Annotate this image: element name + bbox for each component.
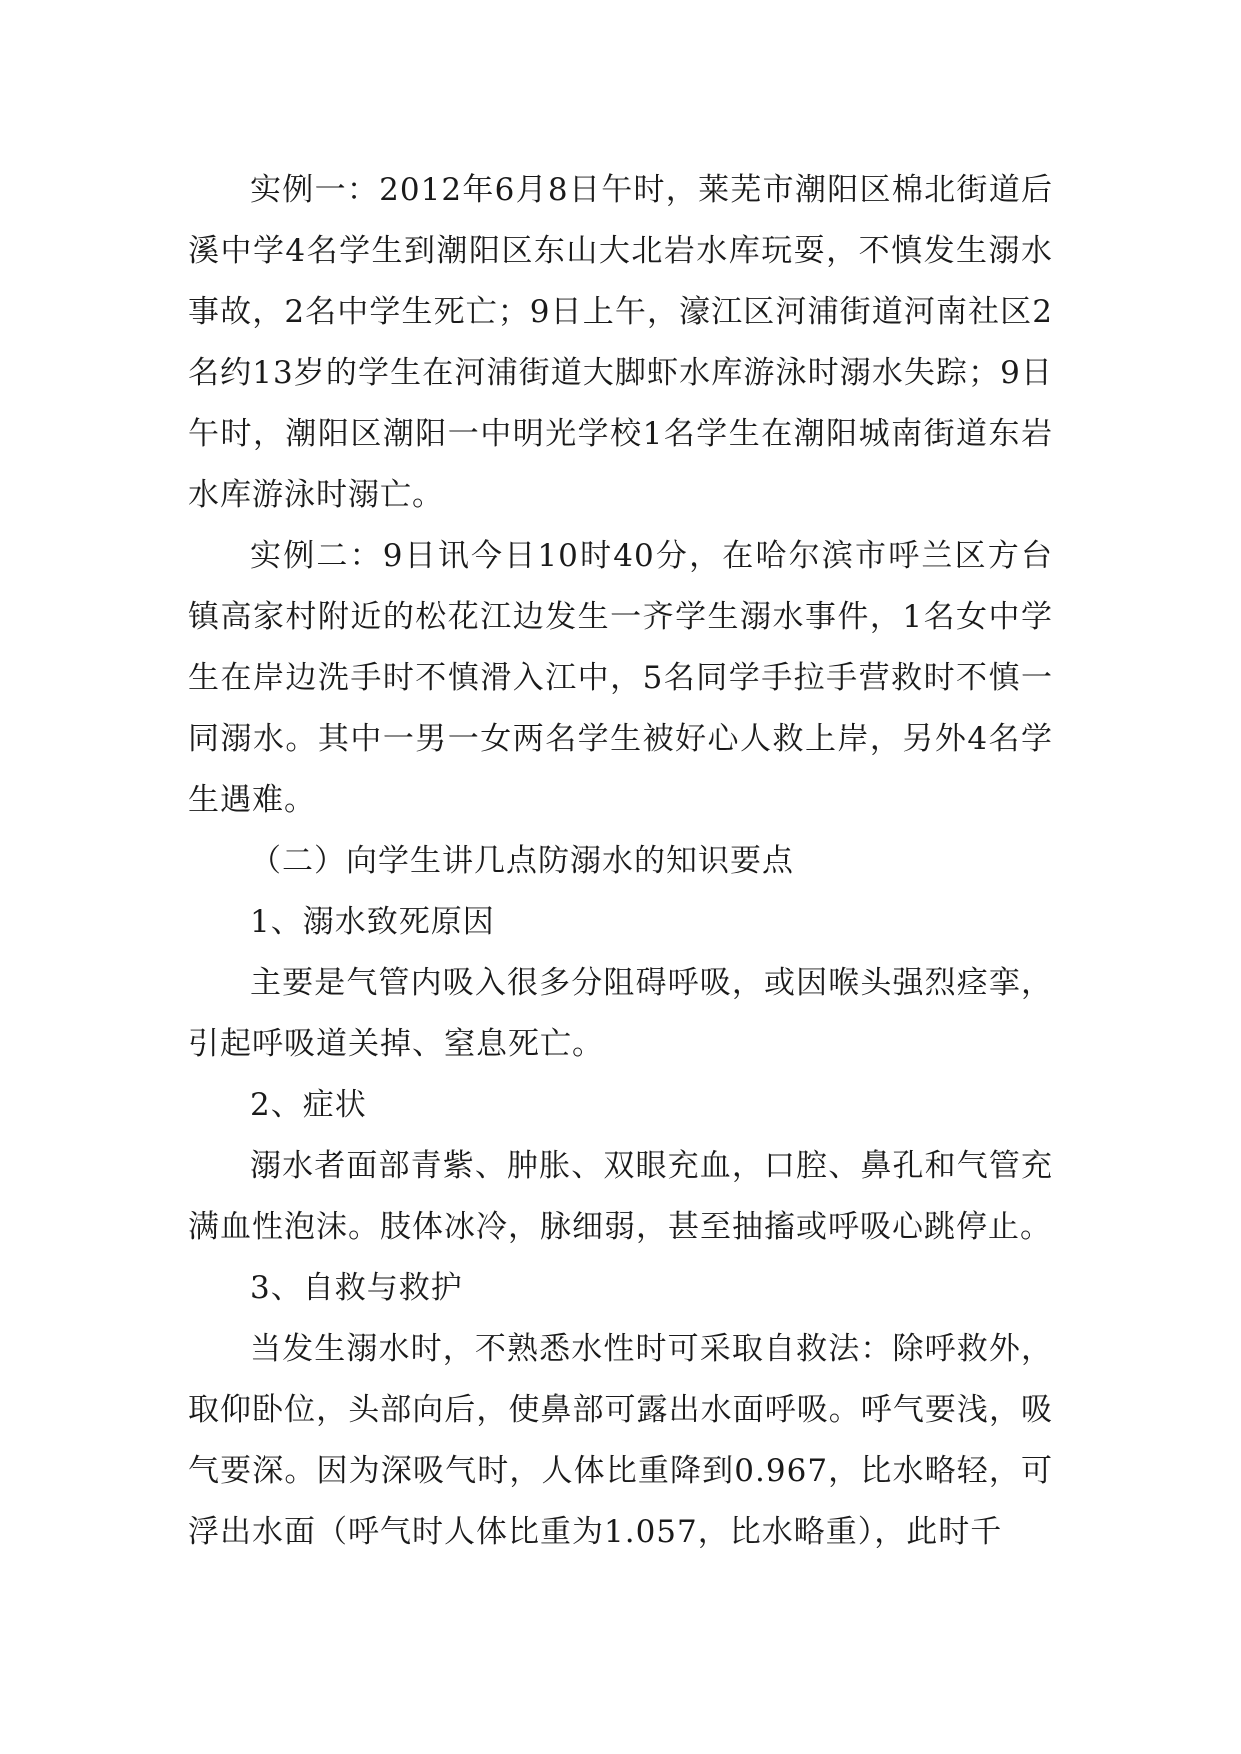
paragraph-self-rescue: 当发生溺水时，不熟悉水性时可采取自救法：除呼救外，取仰卧位，头部向后，使鼻部可露出水面呼吸。呼气要浅，吸气要深。因为深吸气时，人体比重降到0.967，比水略轻，可浮出水面（呼气时人体比重为1.057，比水略重），此时千 (188, 1331, 1053, 1550)
subheading-self-rescue: 3、自救与救护 (250, 1270, 463, 1306)
paragraph-symptoms: 溺水者面部青紫、肿胀、双眼充血，口腔、鼻孔和气管充满血性泡沫。肢体冰冷，脉细弱，甚至抽搐或呼吸心跳停止。 (188, 1148, 1053, 1245)
paragraph-example-one: 实例一：2012年6月8日午时，莱芜市潮阳区棉北街道后溪中学4名学生到潮阳区东山大北岩水库玩耍，不慎发生溺水事故，2名中学生死亡；9日上午，濠江区河浦街道河南社区2名约13岁的学生在河浦街道大脚虾水库游泳时溺水失踪；9日午时，潮阳区潮阳一中明光学校1名学生在潮阳城南街道东岩水库游泳时溺亡。 (188, 172, 1053, 513)
subheading-cause-of-death: 1、溺水致死原因 (250, 904, 495, 940)
subheading-symptoms: 2、症状 (250, 1087, 367, 1123)
paragraph-cause-of-death: 主要是气管内吸入很多分阻碍呼吸，或因喉头强烈痉挛，引起呼吸道关掉、窒息死亡。 (188, 965, 1053, 1062)
paragraph-example-two: 实例二：9日讯今日10时40分，在哈尔滨市呼兰区方台镇高家村附近的松花江边发生一齐学生溺水事件，1名女中学生在岸边洗手时不慎滑入江中，5名同学手拉手营救时不慎一同溺水。其中一男一女两名学生被好心人救上岸，另外4名学生遇难。 (188, 538, 1053, 818)
document-body (188, 160, 1053, 1563)
section-heading-knowledge-points: （二）向学生讲几点防溺水的知识要点 (250, 843, 794, 879)
